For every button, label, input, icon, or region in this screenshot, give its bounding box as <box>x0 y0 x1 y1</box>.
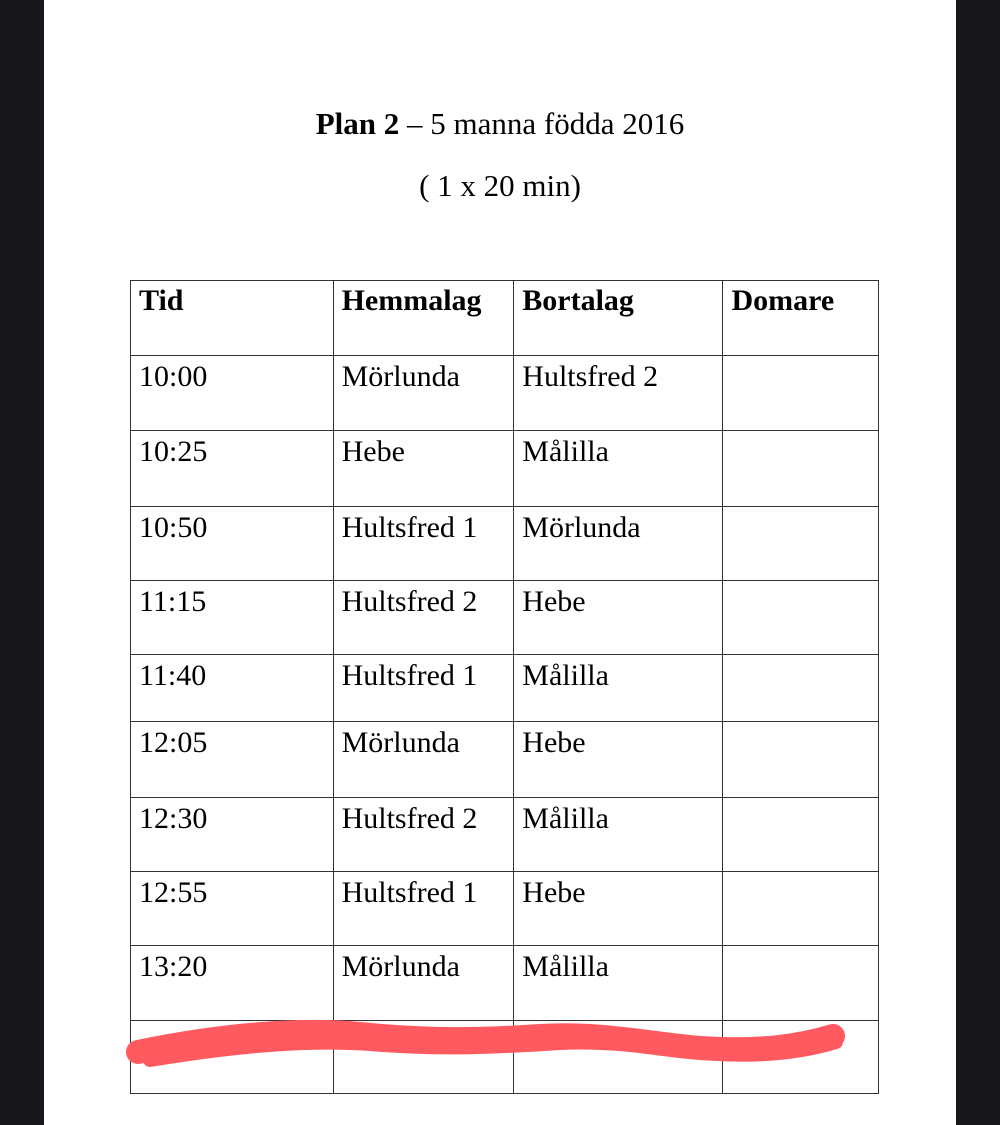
cell-domare <box>723 655 879 721</box>
table-row <box>131 872 879 946</box>
cell-hemmalag: Hultsfred 2 <box>333 797 514 871</box>
cell-bortalag: Hebe <box>514 872 723 946</box>
cell-tid: 12:30 <box>131 797 334 871</box>
schedule-table <box>130 280 879 1094</box>
cell-bortalag: Hebe <box>514 581 723 655</box>
cell-tid: 10:25 <box>131 430 334 506</box>
cell-domare <box>723 797 879 871</box>
cell-hemmalag-redacted <box>333 1020 514 1093</box>
cell-domare <box>723 506 879 580</box>
cell-hemmalag: Hultsfred 1 <box>333 872 514 946</box>
cell-hemmalag: Hultsfred 2 <box>333 581 514 655</box>
cell-tid-redacted <box>131 1020 334 1093</box>
cell-domare <box>723 721 879 797</box>
header-domare: Domare <box>723 281 879 356</box>
cell-tid: 11:15 <box>131 581 334 655</box>
cell-hemmalag: Mörlunda <box>333 946 514 1020</box>
cell-bortalag: Målilla <box>514 655 723 721</box>
cell-tid: 10:00 <box>131 356 334 430</box>
table-row <box>131 721 879 797</box>
cell-tid: 13:20 <box>131 946 334 1020</box>
cell-domare <box>723 356 879 430</box>
cell-bortalag: Målilla <box>514 430 723 506</box>
cell-hemmalag: Hebe <box>333 430 514 506</box>
page-title <box>44 104 956 144</box>
cell-hemmalag: Mörlunda <box>333 356 514 430</box>
table-row <box>131 356 879 430</box>
header-bortalag: Bortalag <box>514 281 723 356</box>
cell-domare <box>723 430 879 506</box>
page-title-bold: Plan 2 <box>315 106 400 141</box>
page-subtitle: ( 1 x 20 min) <box>419 168 581 203</box>
cell-bortalag-redacted <box>514 1020 723 1093</box>
cell-domare <box>723 872 879 946</box>
cell-tid: 10:50 <box>131 506 334 580</box>
table-row <box>131 797 879 871</box>
cell-bortalag: Målilla <box>514 946 723 1020</box>
table-header-row <box>131 281 879 356</box>
table-row <box>131 506 879 580</box>
cell-tid: 12:05 <box>131 721 334 797</box>
cell-domare <box>723 581 879 655</box>
cell-bortalag: Mörlunda <box>514 506 723 580</box>
document-page <box>44 0 956 1125</box>
table-row <box>131 655 879 721</box>
cell-domare-redacted <box>723 1020 879 1093</box>
table-row <box>131 430 879 506</box>
page-title-rest: – 5 manna födda 2016 <box>399 106 685 141</box>
cell-tid: 12:55 <box>131 872 334 946</box>
table-row-redacted <box>131 1020 879 1093</box>
cell-bortalag: Hebe <box>514 721 723 797</box>
cell-bortalag: Hultsfred 2 <box>514 356 723 430</box>
cell-hemmalag: Hultsfred 1 <box>333 655 514 721</box>
cell-hemmalag: Hultsfred 1 <box>333 506 514 580</box>
header-hemmalag: Hemmalag <box>333 281 514 356</box>
cell-bortalag: Målilla <box>514 797 723 871</box>
cell-domare <box>723 946 879 1020</box>
cell-hemmalag: Mörlunda <box>333 721 514 797</box>
table-row <box>131 946 879 1020</box>
cell-tid: 11:40 <box>131 655 334 721</box>
table-row <box>131 581 879 655</box>
header-tid: Tid <box>131 281 334 356</box>
